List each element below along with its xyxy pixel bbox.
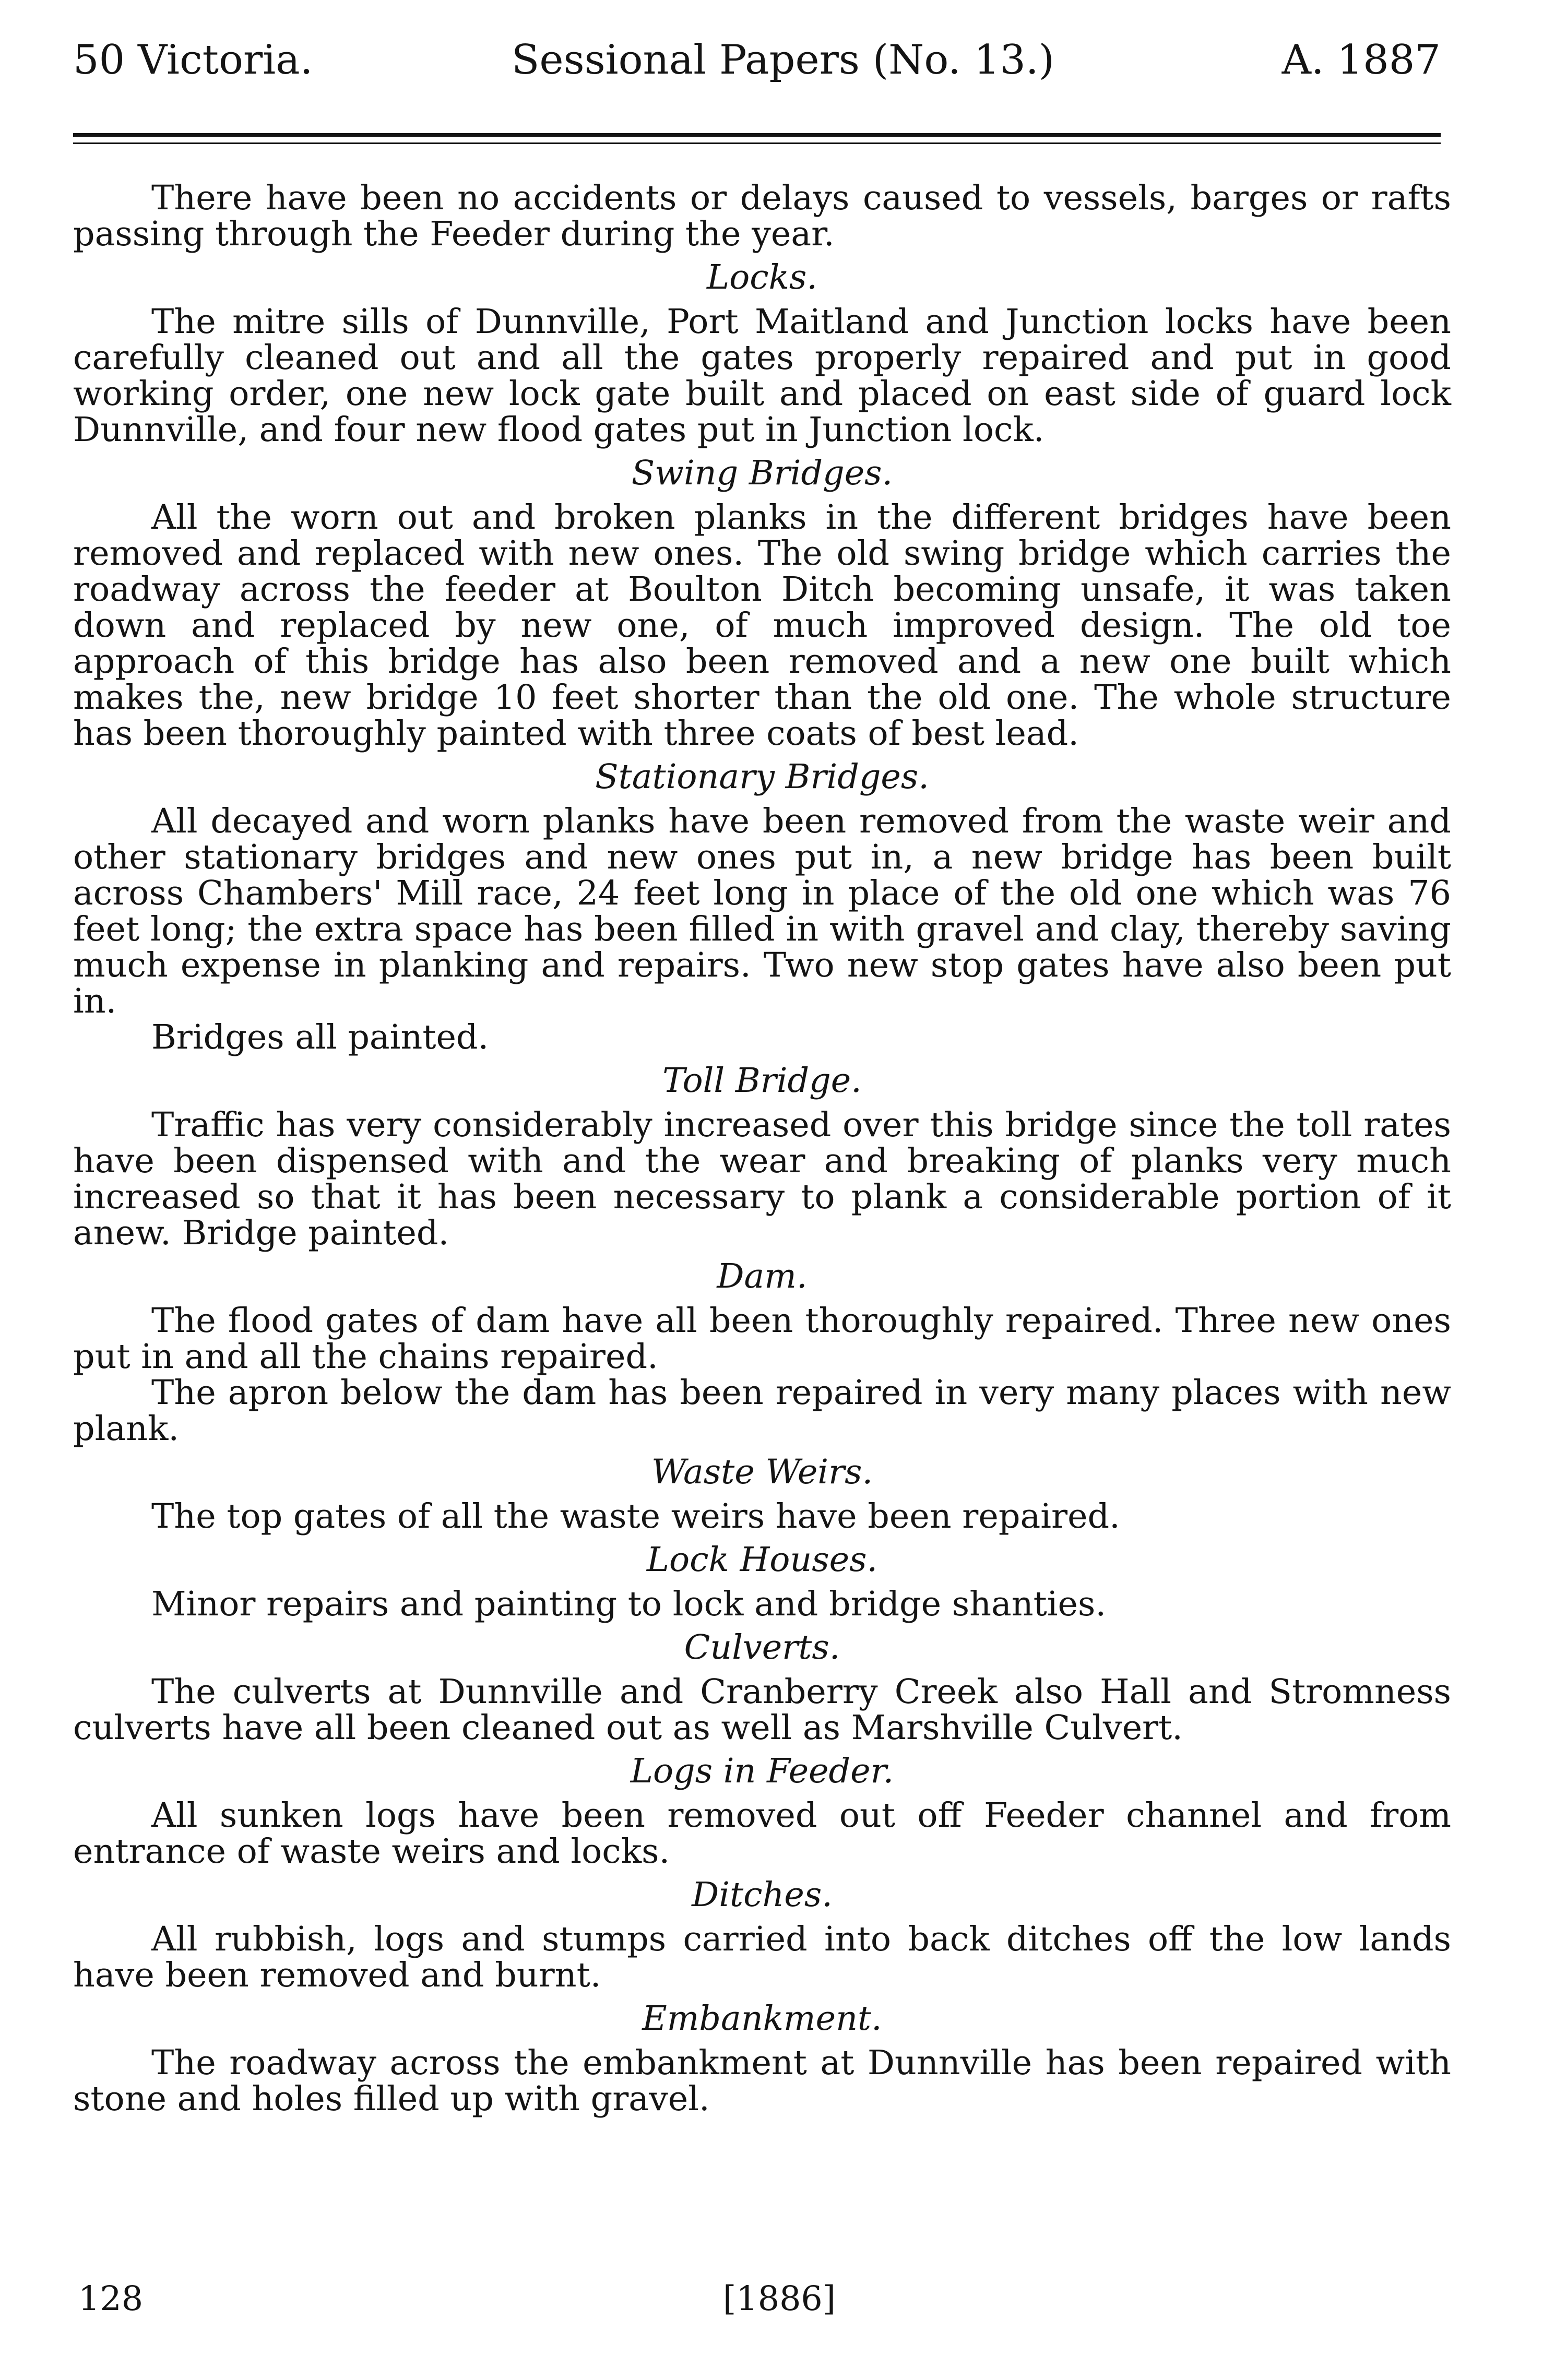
paragraph-embankment: The roadway across the embankment at Dunnville has been repaired with stone and holes filled up with gravel.: [73, 2043, 1451, 2119]
paragraph-culverts: The culverts at Dunnville and Cranberry Creek also Hall and Stromness culverts have all been cleaned out as well as Marshville Culvert.: [73, 1672, 1451, 1747]
paragraph-ditches: All rubbish, logs and stumps carried into back ditches off the low lands have been removed and burnt.: [73, 1920, 1451, 1995]
header-title: Sessional Papers (No. 13.): [512, 37, 1055, 84]
paragraph-swing-bridges: All the worn out and broken planks in the different bridges have been removed and replaced with new ones. The old swing bridge which carries the roadway across the feeder at Boulton Ditch becoming unsafe, it was taken down and replaced by new one, of much improved design. The old toe approach of this bridge has also been removed and a new one built which makes the, new bridge 10 feet shorter than the old one. The whole structure has been thoroughly painted with three coats of best lead.: [73, 498, 1451, 753]
paragraph-locks: The mitre sills of Dunnville, Port Maitland and Junction locks have been carefully cleaned out and all the gates properly repaired and put in good working order, one new lock gate built and placed on east side of guard lock Dunnville, and four new flood gates put in Junction lock.: [73, 302, 1451, 449]
heading-toll-bridge: Toll Bridge.: [662, 1061, 862, 1100]
intro-paragraph: There have been no accidents or delays caused to vessels, barges or rafts passing through the Feeder during the year.: [73, 178, 1451, 254]
paragraph-dam-gates: The flood gates of dam have all been thoroughly repaired. Three new ones put in and all the chains repaired.: [73, 1301, 1451, 1376]
heading-culverts: Culverts.: [684, 1628, 840, 1667]
header-year: A. 1887: [1281, 37, 1441, 84]
header-rule-thick: [73, 133, 1441, 137]
heading-lock-houses: Lock Houses.: [646, 1540, 878, 1579]
heading-logs-in-feeder: Logs in Feeder.: [630, 1752, 894, 1791]
document-body: [73, 180, 1451, 2117]
heading-locks: Locks.: [706, 258, 818, 297]
header-session: 50 Victoria.: [73, 37, 313, 84]
header-rule-thin: [73, 142, 1441, 144]
footer-year: [1886]: [723, 2279, 836, 2318]
heading-waste-weirs: Waste Weirs.: [651, 1453, 873, 1492]
heading-stationary-bridges: Stationary Bridges.: [595, 757, 929, 796]
paragraph-logs-in-feeder: All sunken logs have been removed out off Feeder channel and from entrance of waste weirs and locks.: [73, 1796, 1451, 1871]
page-number: 128: [78, 2279, 144, 2318]
heading-ditches: Ditches.: [692, 1875, 833, 1914]
paragraph-dam-apron: The apron below the dam has been repaired in very many places with new plank.: [73, 1373, 1451, 1448]
heading-embankment: Embankment.: [642, 1999, 882, 2038]
paragraph-stationary-bridges: All decayed and worn planks have been removed from the waste weir and other stationary bridges and new ones put in, a new bridge has been built across Chambers' Mill race, 24 feet long in place of the old one which was 76 feet long; the extra space has been filled in with gravel and clay, thereby saving much expense in planking and repairs. Two new stop gates have also been put in.: [73, 802, 1451, 1021]
paragraph-stationary-bridges-painted: Bridges all painted.: [151, 1018, 489, 1057]
page-header: [73, 37, 1441, 99]
heading-dam: Dam.: [717, 1257, 808, 1296]
paragraph-lock-houses: Minor repairs and painting to lock and bridge shanties.: [151, 1585, 1107, 1624]
heading-swing-bridges: Swing Bridges.: [631, 454, 893, 493]
paragraph-waste-weirs: The top gates of all the waste weirs have been repaired.: [151, 1497, 1120, 1536]
paragraph-toll-bridge: Traffic has very considerably increased over this bridge since the toll rates have been dispensed with and the wear and breaking of planks very much increased so that it has been necessary to plank a considerable portion of it anew. Bridge painted.: [73, 1105, 1451, 1253]
